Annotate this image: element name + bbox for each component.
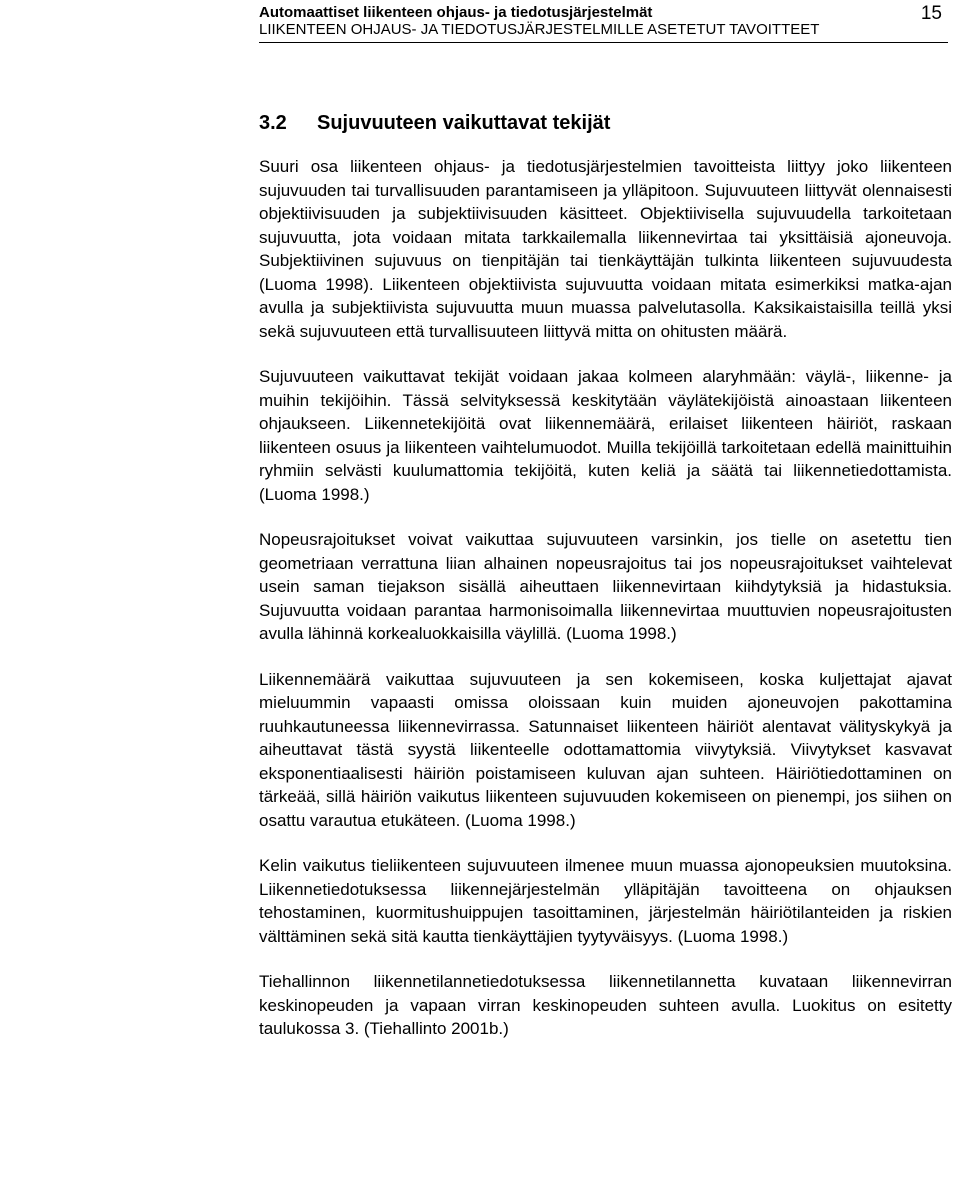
paragraph-definitions: Suuri osa liikenteen ohjaus- ja tiedotusjärjestelmien tavoitteista liittyy joko liikenteen sujuvuuden tai turvallisuuden parantamiseen ja ylläpitoon. Sujuvuuteen liittyvät olennaisesti objektiivisuuden ja subjektiivisuuden käsitteet. Objektiivisella sujuvuudella tarkoitetaan sujuvuutta, jota voidaan mitata tarkkailemalla liikennevirtaa tai yksittäisiä ajoneuvoja. Subjektiivinen sujuvuus on tienpitäjän tai tienkäyttäjän tulkinta liikenteen sujuvuudesta (Luoma 1998). Liikenteen objektiivista sujuvuutta voidaan mitata esimerkiksi matka-ajan avulla ja subjektiivista sujuvuutta muun muassa palvelutasolla. Kaksikaistaisilla teillä yksi sekä sujuvuuteen että turvallisuuteen liittyvä mitta on ohitusten määrä. xyxy=(259,157,952,341)
page-number: 15 xyxy=(920,3,942,24)
paragraph-traffic-volume: Liikennemäärä vaikuttaa sujuvuuteen ja sen kokemiseen, koska kuljettajat ajavat mieluummin vapaasti omissa oloissaan kuin muiden ajoneuvojen pakottamina ruuhkautuneessa liikennevirrassa. Satunnaiset liikenteen häiriöt alentavat välityskykyä ja aiheuttavat tästä syystä liikenteelle odottamattomia viivytyksiä. Viivytykset kasvavat eksponentiaalisesti häiriön poistamiseen kuluvan ajan suhteen. Häiriötiedottaminen on tärkeää, sillä häiriön vaikutus liikenteen sujuvuuden kokemiseen on pienempi, jos siihen on osattu varautua etukäteen. (Luoma 1998.) xyxy=(259,669,952,830)
body-text xyxy=(259,155,952,1063)
paragraph-traffic-information: Tiehallinnon liikennetilannetiedotuksessa liikennetilannetta kuvataan liikennevirran keskinopeuden ja vapaan virran keskinopeuden suhteen avulla. Luokitus on esitetty taulukossa 3. (Tiehallinto 2001b.) xyxy=(259,972,952,1038)
paragraph-factor-groups: Sujuvuuteen vaikuttavat tekijät voidaan jakaa kolmeen alaryhmään: väylä-, liikenne- ja muihin tekijöihin. Tässä selvityksessä keskitytään väylätekijöistä ainoastaan liikenteen ohjaukseen. Liikennetekijöitä ovat liikennemäärä, erilaiset liikenteen häiriöt, raskaan liikenteen osuus ja liikenteen vaihtelumuodot. Muilla tekijöillä tarkoitetaan edellä mainittuihin ryhmiin selvästi kuulumattomia tekijöitä, kuten keliä ja säätä tai liikennetiedottamista. (Luoma 1998.) xyxy=(259,367,952,504)
section-number: 3.2 xyxy=(259,112,287,134)
running-header-subtitle: LIIKENTEEN OHJAUS- JA TIEDOTUSJÄRJESTELMILLE ASETETUT TAVOITTEET xyxy=(259,21,820,38)
paragraph-speed-limits: Nopeusrajoitukset voivat vaikuttaa sujuvuuteen varsinkin, jos tielle on asetettu tien geometriaan verrattuna liian alhainen nopeusrajoitus tai jos nopeusrajoitukset vaihtelevat usein saman tiejakson sisällä aiheuttaen liikennevirtaan kiihdytyksiä ja hidastuksia. Sujuvuutta voidaan parantaa harmonisoimalla liikennevirtaa muuttuvien nopeusrajoitusten avulla lähinnä korkealuokkaisilla väylillä. (Luoma 1998.) xyxy=(259,530,952,643)
section-heading xyxy=(259,111,610,135)
page-header xyxy=(259,4,879,38)
header-divider xyxy=(259,42,948,43)
paragraph-weather: Kelin vaikutus tieliikenteen sujuvuuteen ilmenee muun muassa ajonopeuksien muutoksina. Liikennetiedotuksessa liikennejärjestelmän ylläpitäjän tavoitteena on ohjauksen tehostaminen, kuormitushuippujen tasoittaminen, järjestelmän häiriötilanteiden ja riskien välttäminen sekä sitä kautta tienkäyttäjien tyytyväisyys. (Luoma 1998.) xyxy=(259,856,952,946)
running-header-title: Automaattiset liikenteen ohjaus- ja tiedotusjärjestelmät xyxy=(259,4,653,21)
section-title: Sujuvuuteen vaikuttavat tekijät xyxy=(317,112,611,134)
